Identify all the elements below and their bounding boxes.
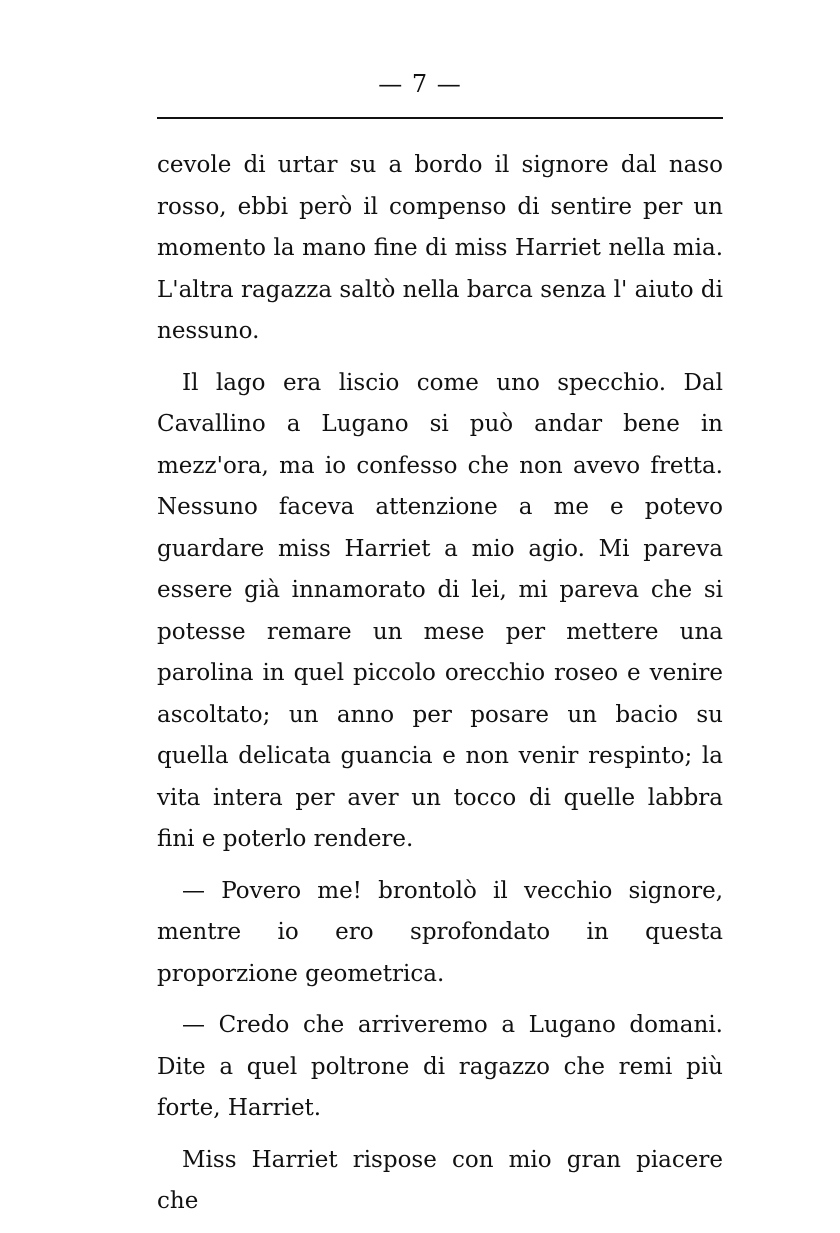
paragraph-dialogue-credo: — Credo che arriveremo a Lugano domani. Dite a quel poltrone di ragazzo che remi più forte, Harriet. [157, 1012, 723, 1121]
paragraph-lake: Il lago era liscio come uno specchio. Dal Cavallino a Lugano si può andar bene in mezz'ora, ma io confesso che non avevo fretta. Nessuno faceva attenzione a me e potevo guardare miss Harriet a mio agio. Mi pareva essere già innamorato di lei, mi pareva che si potesse remare un mese per mettere una parolina in quel piccolo orecchio roseo e venire ascoltato; un anno per posare un bacio su quella delicata guancia e non venir respinto; la vita intera per aver un tocco di quelle labbra fini e poterlo rendere. [157, 369, 723, 852]
paragraph-dialogue-povero: — Povero me! brontolò il vecchio signore, mentre io ero sprofondato in questa proporzione geometrica. [157, 877, 723, 987]
header-rule [157, 117, 723, 119]
paragraph-miss-harriet: Miss Harriet rispose con mio gran piacere che [157, 1146, 723, 1214]
paragraph-continuation: cevole di urtar su a bordo il signore dal naso rosso, ebbi però il compenso di sentire per un momento la mano fine di miss Harriet nella mia. L'altra ragazza saltò nella barca senza l' aiuto di nessuno. [157, 152, 723, 344]
page-number: — 7 — [378, 70, 462, 98]
page-body [157, 145, 723, 1233]
